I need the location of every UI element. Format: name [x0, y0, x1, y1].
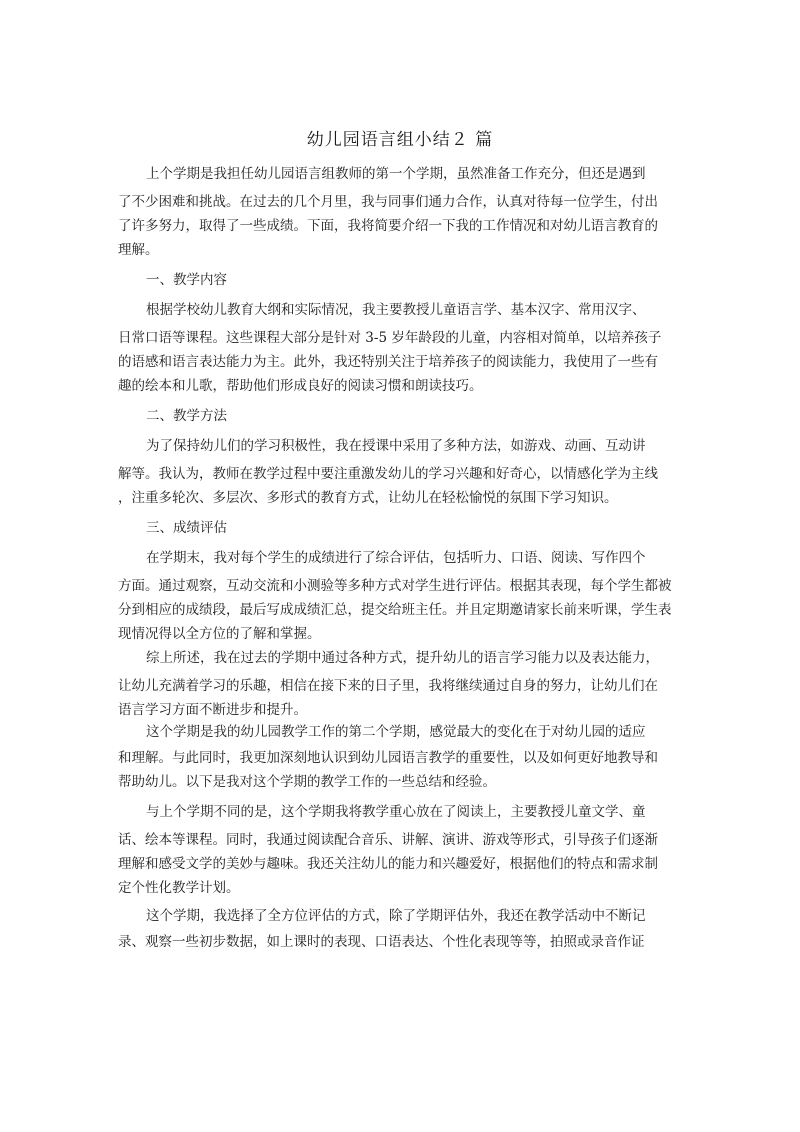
paragraph-line: 现情况得以全方位的了解和掌握。 [118, 626, 321, 642]
paragraph-line: 为了保持幼儿们的学习积极性，我在授课中采用了多种方法，如游戏、动画、互动讲 [146, 438, 646, 454]
paragraph-line: 上个学期是我担任幼儿园语言组教师的第一个学期，虽然准备工作充分，但还是遇到 [146, 166, 646, 182]
paragraph-line: ，注重多轮次、多层次、多形式的教育方式，让幼儿在轻松愉悦的氛围下学习知识。 [118, 490, 618, 506]
paragraph-line: 与上个学期不同的是，这个学期我将教学重心放在了阅读上，主要教授儿童文学、童 [146, 804, 646, 820]
paragraph-line: 在学期末，我对每个学生的成绩进行了综合评估，包括听力、口语、阅读、写作四个 [146, 550, 646, 566]
paragraph-line: 这个学期是我的幼儿园教学工作的第二个学期，感觉最大的变化在于对幼儿园的适应 [146, 724, 646, 740]
paragraph-line: 综上所述，我在过去的学期中通过各种方式，提升幼儿的语言学习能力以及表达能力， [146, 650, 659, 666]
paragraph-line: 根据学校幼儿教育大纲和实际情况，我主要教授儿童语言学、基本汉字、常用汉字、 [146, 302, 646, 318]
paragraph-line: 让幼儿充满着学习的乐趣，相信在接下来的日子里，我将继续通过自身的努力，让幼儿们在 [118, 678, 658, 694]
section-heading: 三、成绩评估 [146, 520, 227, 536]
paragraph-line: 话、绘本等课程。同时，我通过阅读配合音乐、讲解、演讲、游戏等形式，引导孩子们逐渐 [118, 832, 658, 848]
paragraph-line: 理解和感受文学的美妙与趣味。我还关注幼儿的能力和兴趣爱好，根据他们的特点和需求制 [118, 856, 658, 872]
paragraph-line: 了不少困难和挑战。在过去的几个月里，我与同事们通力合作，认真对待每一位学生，付出 [118, 194, 658, 210]
paragraph-line: 日常口语等课程。这些课程大部分是针对 3-5 岁年龄段的儿童，内容相对简单，以培养孩子 [118, 330, 662, 346]
paragraph-line: 这个学期，我选择了全方位评估的方式，除了学期评估外，我还在教学活动中不断记 [146, 908, 646, 924]
section-heading: 一、教学内容 [146, 272, 227, 288]
paragraph-line: 了许多努力，取得了一些成绩。下面，我将简要介绍一下我的工作情况和对幼儿语言教育的 [118, 218, 658, 234]
paragraph-line: 语言学习方面不断进步和提升。 [118, 702, 307, 718]
paragraph-line: 的语感和语言表达能力为主。此外，我还特别关注于培养孩子的阅读能力，我使用了一些有 [118, 354, 658, 370]
paragraph-line: 趣的绘本和儿歌，帮助他们形成良好的阅读习惯和朗读技巧。 [118, 378, 483, 394]
paragraph-line: 和理解。与此同时，我更加深刻地认识到幼儿园语言教学的重要性，以及如何更好地教导和 [118, 750, 658, 766]
paragraph-line: 解等。我认为，教师在教学过程中要注重激发幼儿的学习兴趣和好奇心，以情感化学为主线 [118, 466, 658, 482]
paragraph-line: 录、观察一些初步数据，如上课时的表现、口语表达、个性化表现等等，拍照或录音作证 [118, 934, 645, 950]
paragraph-line: 方面。通过观察，互动交流和小测验等多种方式对学生进行评估。根据其表现，每个学生都被 [118, 578, 672, 594]
paragraph-line: 帮助幼儿。以下是我对这个学期的教学工作的一些总结和经验。 [118, 774, 496, 790]
document-title: 幼儿园语言组小结２ 篇 [306, 130, 494, 150]
paragraph-line: 定个性化教学计划。 [118, 880, 240, 896]
paragraph-line: 分到相应的成绩段，最后写成成绩汇总，提交给班主任。并且定期邀请家长前来听课，学生表 [118, 602, 672, 618]
section-heading: 二、教学方法 [146, 408, 227, 424]
paragraph-line: 理解。 [118, 242, 159, 258]
